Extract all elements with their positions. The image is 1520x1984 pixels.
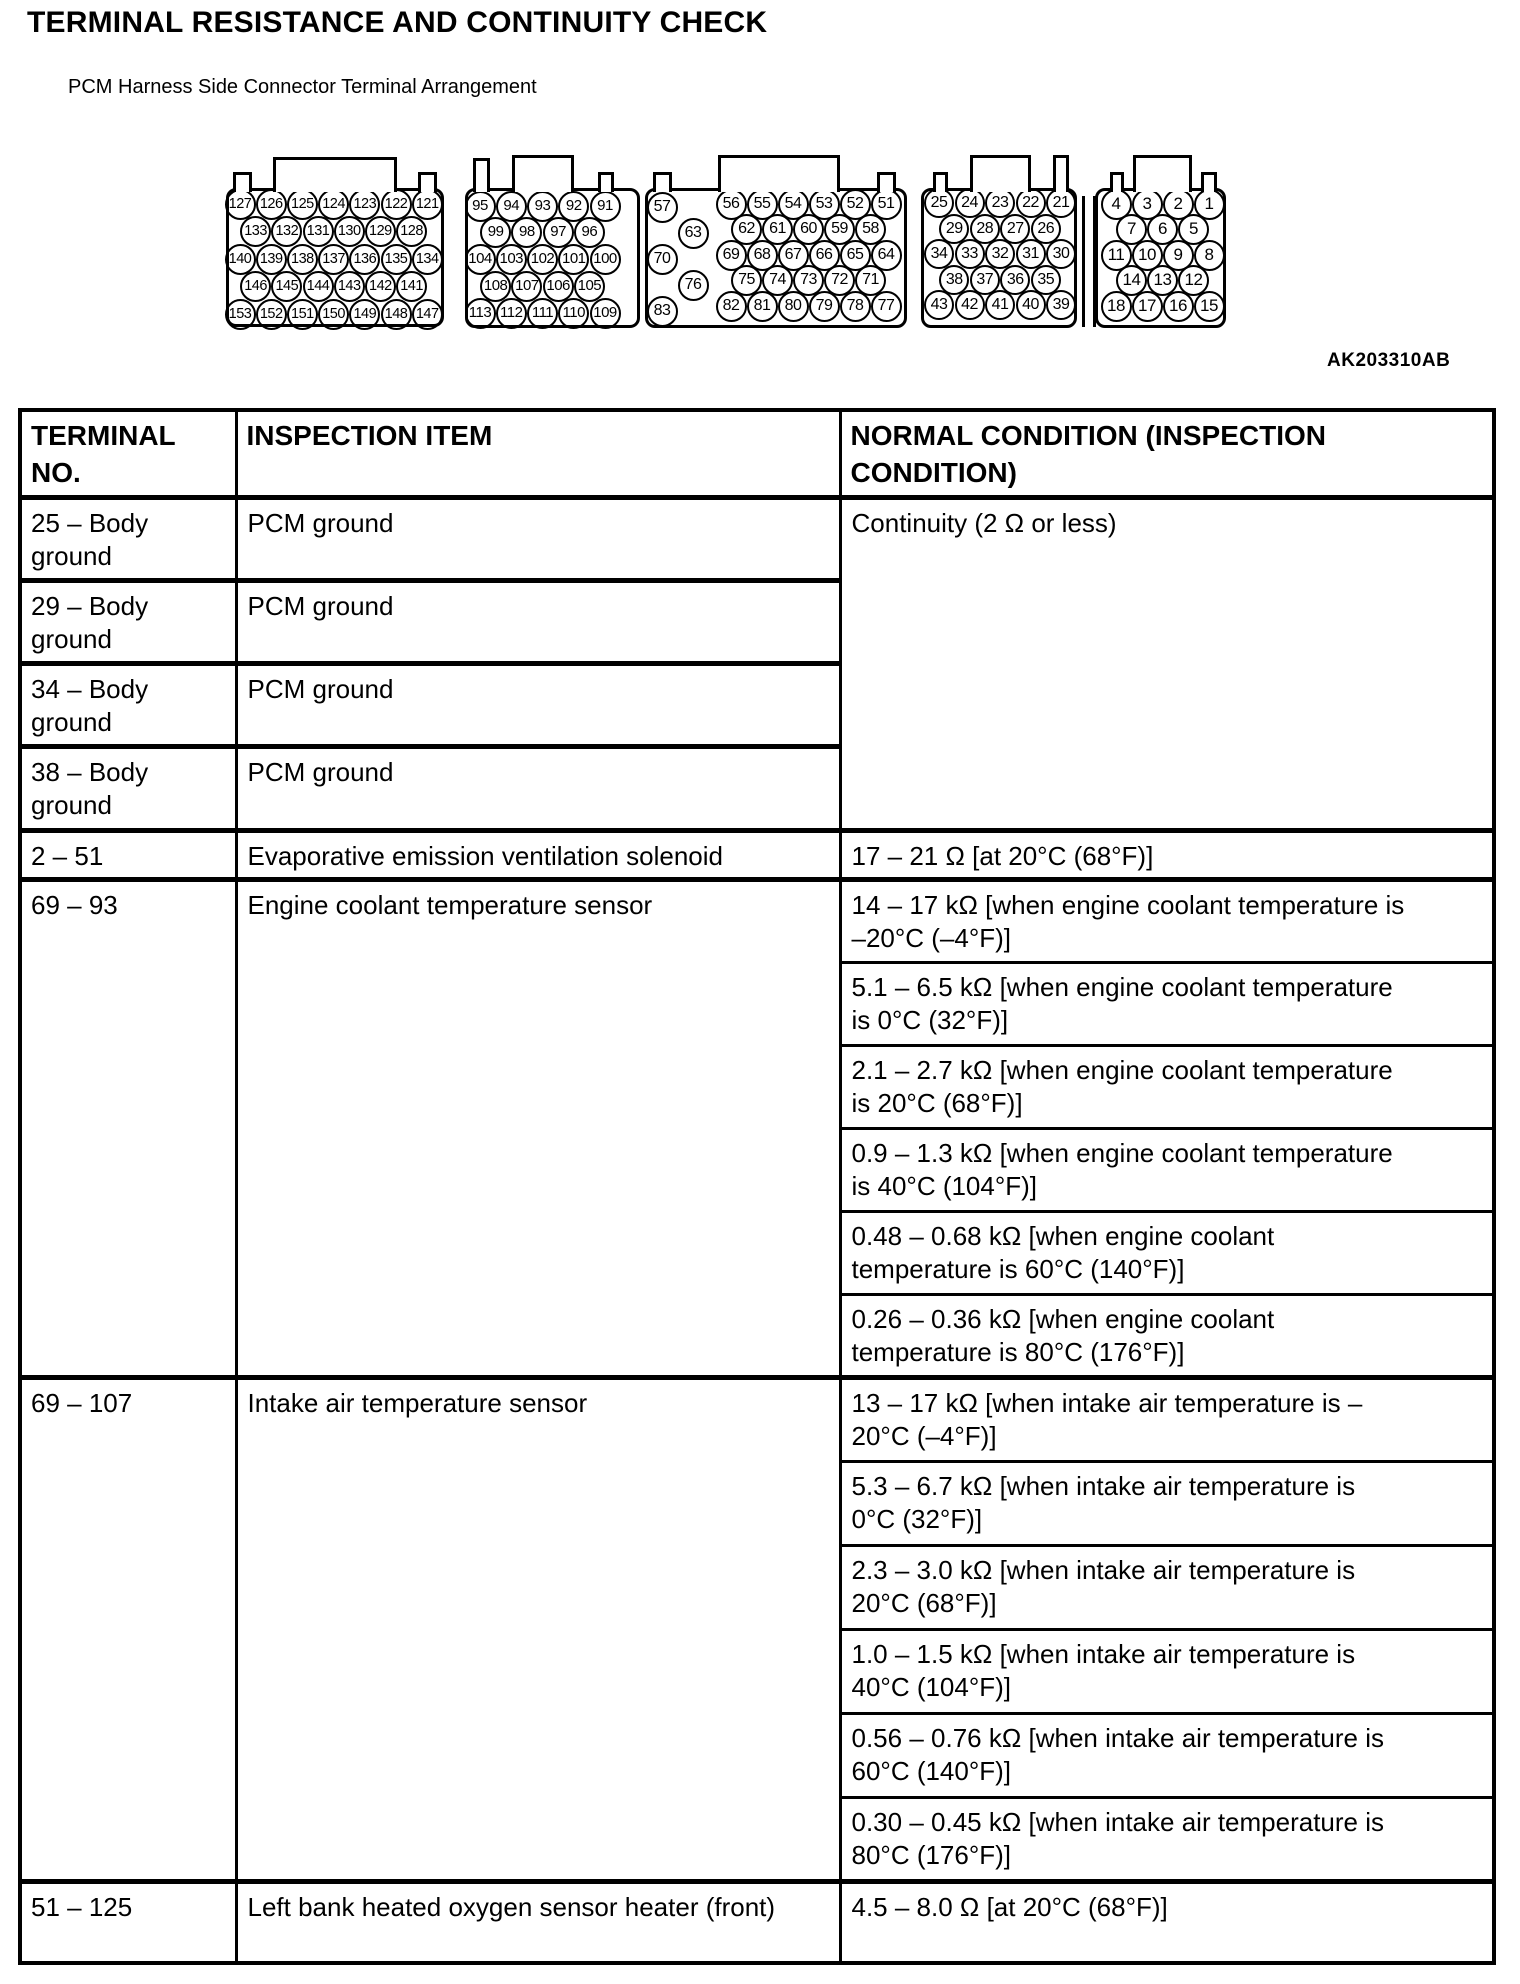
terminal-pin: 100 (590, 244, 621, 275)
item-cell: Engine coolant temperature sensor (236, 880, 840, 1378)
terminal-pin: 132 (271, 216, 302, 247)
terminal-pin: 26 (1031, 214, 1061, 244)
terminal-pin: 112 (496, 298, 527, 329)
terminal-pin: 111 (527, 298, 558, 329)
terminal-pin: 18 (1101, 291, 1132, 322)
connector-tab (1201, 172, 1217, 192)
terminal-pin: 62 (731, 214, 762, 245)
condition-cell: 13 – 17 kΩ [when intake air temperature is –20°C (–4°F)] (840, 1378, 1494, 1462)
condition-cell: 0.56 – 0.76 kΩ [when intake air temperature is 60°C (140°F)] (840, 1714, 1494, 1798)
terminal-pin: 141 (396, 271, 427, 302)
condition-cell: 4.5 – 8.0 Ω [at 20°C (68°F)] (840, 1882, 1494, 1963)
terminal-pin: 35 (1031, 265, 1061, 295)
terminal-pin: 65 (840, 240, 871, 271)
terminal-cell: 38 – Body ground (20, 747, 236, 831)
diagram-caption: PCM Harness Side Connector Terminal Arrangement (68, 76, 537, 98)
condition-cell: 2.3 – 3.0 kΩ [when intake air temperature is 20°C (68°F)] (840, 1546, 1494, 1630)
terminal-pin: 21 (1046, 188, 1076, 218)
terminal-pin: 27 (1000, 214, 1030, 244)
terminal-cell: 29 – Body ground (20, 581, 236, 664)
terminal-pin: 151 (287, 299, 318, 330)
terminal-pin: 110 (558, 298, 589, 329)
terminal-pin: 13 (1147, 265, 1178, 296)
terminal-cell: 69 – 93 (20, 880, 236, 1378)
terminal-pin: 5 (1178, 214, 1209, 245)
item-cell: PCM ground (236, 747, 840, 831)
terminal-pin: 121 (412, 189, 443, 220)
terminal-pin: 81 (747, 291, 778, 322)
terminal-pin: 42 (955, 290, 985, 320)
item-cell: Evaporative emission ventilation solenoid (236, 831, 840, 880)
terminal-pin: 93 (527, 191, 558, 222)
terminal-pin: 2 (1163, 189, 1194, 220)
terminal-pin: 78 (840, 291, 871, 322)
terminal-pin: 94 (496, 191, 527, 222)
terminal-pin: 32 (985, 239, 1015, 269)
terminal-pin: 3 (1132, 189, 1163, 220)
terminal-pin: 97 (543, 217, 574, 248)
terminal-cell: 34 – Body ground (20, 664, 236, 747)
terminal-check-table (18, 408, 1496, 1965)
connector-tab (970, 155, 1031, 192)
terminal-pin: 142 (365, 271, 396, 302)
connector-tab (1133, 155, 1192, 192)
terminal-pin: 17 (1132, 291, 1163, 322)
terminal-pin: 103 (496, 244, 527, 275)
connector-tab (418, 172, 437, 192)
terminal-pin: 10 (1132, 240, 1163, 271)
terminal-pin: 136 (349, 244, 380, 275)
terminal-pin: 1 (1194, 189, 1225, 220)
terminal-pin: 153 (225, 299, 256, 330)
terminal-pin: 150 (318, 299, 349, 330)
terminal-pin: 128 (396, 216, 427, 247)
terminal-pin: 24 (955, 188, 985, 218)
terminal-pin: 127 (225, 189, 256, 220)
terminal-pin: 52 (840, 189, 871, 220)
terminal-pin: 9 (1163, 240, 1194, 271)
terminal-pin: 14 (1116, 265, 1147, 296)
condition-cell: 1.0 – 1.5 kΩ [when intake air temperature is 40°C (104°F)] (840, 1630, 1494, 1714)
item-cell: Left bank heated oxygen sensor heater (front) (236, 1882, 840, 1963)
terminal-pin: 104 (465, 244, 496, 275)
terminal-pin: 98 (511, 217, 542, 248)
terminal-pin: 152 (256, 299, 287, 330)
terminal-pin: 108 (480, 271, 511, 302)
terminal-pin: 53 (809, 189, 840, 220)
terminal-pin: 72 (824, 265, 855, 296)
terminal-pin: 105 (574, 271, 605, 302)
terminal-pin: 82 (716, 291, 747, 322)
terminal-pin: 92 (558, 191, 589, 222)
connector-tab (653, 172, 672, 192)
terminal-pin: 106 (543, 271, 574, 302)
condition-cell: Continuity (2 Ω or less) (840, 498, 1494, 831)
terminal-pin: 69 (716, 240, 747, 271)
condition-cell: 5.1 – 6.5 kΩ [when engine coolant temperature is 0°C (32°F)] (840, 963, 1494, 1046)
terminal-pin: 95 (465, 191, 496, 222)
connector-key-bar (1093, 196, 1096, 327)
terminal-pin: 39 (1046, 290, 1076, 320)
terminal-pin: 131 (303, 216, 334, 247)
terminal-pin: 7 (1116, 214, 1147, 245)
connector-tab (877, 172, 896, 192)
terminal-pin: 12 (1178, 265, 1209, 296)
terminal-pin: 16 (1163, 291, 1194, 322)
condition-cell: 0.26 – 0.36 kΩ [when engine coolant temperature is 80°C (176°F)] (840, 1295, 1494, 1378)
terminal-pin: 33 (955, 239, 985, 269)
terminal-pin: 145 (271, 271, 302, 302)
terminal-pin: 29 (939, 214, 969, 244)
connector-tab (233, 172, 252, 192)
terminal-pin: 31 (1016, 239, 1046, 269)
item-cell: PCM ground (236, 664, 840, 747)
terminal-pin: 107 (511, 271, 542, 302)
terminal-pin: 80 (778, 291, 809, 322)
col-header-normal-condition: NORMAL CONDITION (INSPECTION CONDITION) (840, 410, 1494, 498)
terminal-pin: 38 (939, 265, 969, 295)
terminal-pin: 28 (970, 214, 1000, 244)
terminal-pin: 140 (225, 244, 256, 275)
condition-cell: 17 – 21 Ω [at 20°C (68°F)] (840, 831, 1494, 880)
item-cell: Intake air temperature sensor (236, 1378, 840, 1882)
terminal-cell: 69 – 107 (20, 1378, 236, 1882)
condition-cell: 2.1 – 2.7 kΩ [when engine coolant temperature is 20°C (68°F)] (840, 1046, 1494, 1129)
terminal-pin: 61 (762, 214, 793, 245)
terminal-pin: 77 (871, 291, 902, 322)
terminal-pin: 4 (1101, 189, 1132, 220)
condition-cell: 5.3 – 6.7 kΩ [when intake air temperature is 0°C (32°F)] (840, 1462, 1494, 1546)
terminal-pin: 91 (590, 191, 621, 222)
col-header-terminal-no: TERMINAL NO. (20, 410, 236, 498)
terminal-pin: 144 (303, 271, 334, 302)
page-title: TERMINAL RESISTANCE AND CONTINUITY CHECK (27, 6, 768, 39)
item-cell: PCM ground (236, 498, 840, 581)
connector-key-bar (1082, 196, 1085, 327)
terminal-pin: 109 (590, 298, 621, 329)
terminal-pin: 70 (647, 244, 678, 275)
terminal-pin: 56 (716, 189, 747, 220)
terminal-pin: 63 (678, 218, 709, 249)
terminal-pin: 74 (762, 265, 793, 296)
terminal-pin: 123 (349, 189, 380, 220)
terminal-pin: 135 (381, 244, 412, 275)
terminal-pin: 51 (871, 189, 902, 220)
terminal-pin: 11 (1101, 240, 1132, 271)
col-header-inspection-item: INSPECTION ITEM (236, 410, 840, 498)
terminal-pin: 34 (924, 239, 954, 269)
terminal-pin: 23 (985, 188, 1015, 218)
terminal-pin: 36 (1000, 265, 1030, 295)
terminal-cell: 2 – 51 (20, 831, 236, 880)
terminal-pin: 139 (256, 244, 287, 275)
terminal-pin: 55 (747, 189, 778, 220)
terminal-pin: 79 (809, 291, 840, 322)
terminal-pin: 148 (381, 299, 412, 330)
terminal-pin: 146 (240, 271, 271, 302)
terminal-pin: 6 (1147, 214, 1178, 245)
terminal-pin: 101 (558, 244, 589, 275)
condition-cell: 0.30 – 0.45 kΩ [when intake air temperature is 80°C (176°F)] (840, 1798, 1494, 1882)
terminal-pin: 99 (480, 217, 511, 248)
terminal-pin: 96 (574, 217, 605, 248)
terminal-pin: 58 (855, 214, 886, 245)
terminal-pin: 71 (855, 265, 886, 296)
connector-tab (1053, 155, 1069, 192)
terminal-pin: 66 (809, 240, 840, 271)
terminal-pin: 43 (924, 290, 954, 320)
terminal-pin: 30 (1046, 239, 1076, 269)
terminal-cell: 51 – 125 (20, 1882, 236, 1963)
terminal-pin: 134 (412, 244, 443, 275)
connector-tab (273, 157, 397, 192)
connector-tab (512, 155, 574, 192)
terminal-pin: 41 (985, 290, 1015, 320)
terminal-pin: 37 (970, 265, 1000, 295)
terminal-pin: 57 (647, 192, 678, 223)
terminal-pin: 25 (924, 188, 954, 218)
terminal-pin: 64 (871, 240, 902, 271)
connector-tab (473, 158, 490, 192)
terminal-pin: 8 (1194, 240, 1225, 271)
terminal-pin: 54 (778, 189, 809, 220)
terminal-pin: 83 (647, 296, 678, 327)
terminal-pin: 122 (381, 189, 412, 220)
terminal-cell: 25 – Body ground (20, 498, 236, 581)
terminal-pin: 102 (527, 244, 558, 275)
terminal-pin: 73 (793, 265, 824, 296)
terminal-pin: 124 (318, 189, 349, 220)
terminal-pin: 143 (334, 271, 365, 302)
terminal-pin: 75 (731, 265, 762, 296)
connector-tab (1110, 172, 1124, 192)
terminal-pin: 133 (240, 216, 271, 247)
figure-code: AK203310AB (1327, 350, 1451, 371)
terminal-pin: 130 (334, 216, 365, 247)
terminal-pin: 59 (824, 214, 855, 245)
connector-diagram (0, 0, 1520, 360)
terminal-pin: 126 (256, 189, 287, 220)
terminal-pin: 76 (678, 270, 709, 301)
terminal-pin: 15 (1194, 291, 1225, 322)
terminal-pin: 149 (349, 299, 380, 330)
terminal-pin: 67 (778, 240, 809, 271)
condition-cell: 0.48 – 0.68 kΩ [when engine coolant temperature is 60°C (140°F)] (840, 1212, 1494, 1295)
terminal-pin: 125 (287, 189, 318, 220)
connector-tab (598, 172, 614, 192)
terminal-pin: 147 (412, 299, 443, 330)
terminal-pin: 137 (318, 244, 349, 275)
terminal-pin: 60 (793, 214, 824, 245)
terminal-pin: 22 (1016, 188, 1046, 218)
terminal-pin: 68 (747, 240, 778, 271)
condition-cell: 14 – 17 kΩ [when engine coolant temperature is –20°C (–4°F)] (840, 880, 1494, 963)
terminal-pin: 138 (287, 244, 318, 275)
connector-tab (718, 155, 840, 192)
item-cell: PCM ground (236, 581, 840, 664)
terminal-pin: 40 (1016, 290, 1046, 320)
connector-tab (933, 172, 948, 192)
terminal-pin: 129 (365, 216, 396, 247)
condition-cell: 0.9 – 1.3 kΩ [when engine coolant temperature is 40°C (104°F)] (840, 1129, 1494, 1212)
terminal-pin: 113 (465, 298, 496, 329)
